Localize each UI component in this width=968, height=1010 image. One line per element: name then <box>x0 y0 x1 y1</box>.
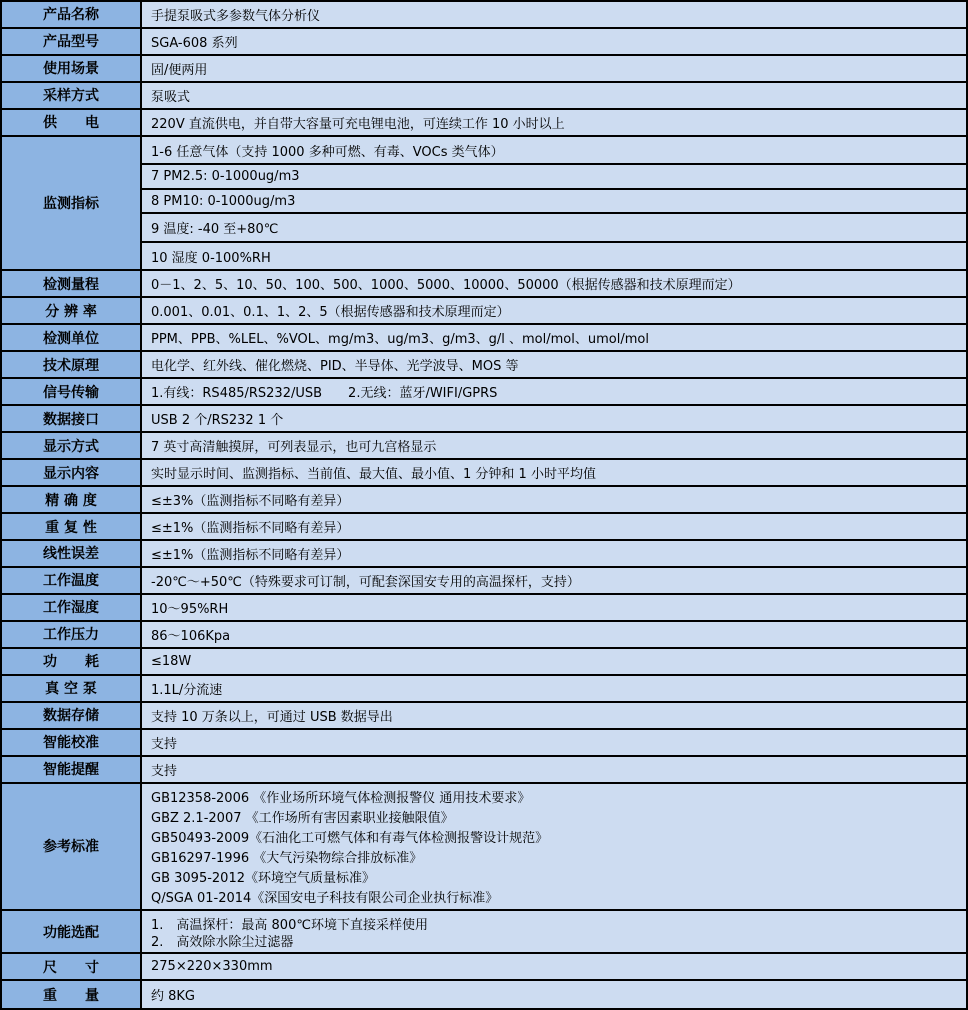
spec-value: 8 PM10: 0-1000ug/m3 <box>142 190 966 215</box>
spec-label: 工作压力 <box>2 622 142 647</box>
spec-value: 10～95%RH <box>151 601 229 617</box>
spec-value: 275×220×330mm <box>151 959 273 975</box>
spec-label: 技术原理 <box>2 352 142 377</box>
table-row <box>2 757 966 784</box>
spec-value-cell <box>142 352 966 377</box>
spec-value-cell <box>142 911 966 952</box>
table-row <box>2 2 966 29</box>
table-row <box>2 137 966 272</box>
spec-label: 真 空 泵 <box>2 676 142 701</box>
spec-label: 显示内容 <box>2 460 142 485</box>
table-row <box>2 325 966 352</box>
spec-label: 产品型号 <box>2 29 142 54</box>
spec-value: 支持 <box>151 736 178 752</box>
table-row <box>2 352 966 379</box>
spec-value: GB50493-2009《石油化工可燃气体和有毒气体检测报警设计规范》 <box>151 830 549 846</box>
spec-value: USB 2 个/RS232 1 个 <box>151 413 284 429</box>
table-row <box>2 83 966 110</box>
spec-value-cell <box>142 954 966 979</box>
spec-value: ≤18W <box>151 653 192 669</box>
spec-value-cell <box>142 622 966 647</box>
spec-value-cell <box>142 595 966 620</box>
spec-value-cell <box>142 487 966 512</box>
spec-label: 智能校准 <box>2 730 142 755</box>
spec-value-cell <box>142 406 966 431</box>
spec-label: 使用场景 <box>2 56 142 81</box>
spec-value-cell <box>142 730 966 755</box>
spec-value-cell <box>142 110 966 135</box>
spec-value-cell <box>142 2 966 27</box>
spec-value: ≤±3%（监测指标不同略有差异） <box>151 494 350 510</box>
spec-value: 手提泵吸式多参数气体分析仪 <box>151 8 321 24</box>
table-row <box>2 379 966 406</box>
spec-label: 工作湿度 <box>2 595 142 620</box>
spec-value: 支持 10 万条以上，可通过 USB 数据导出 <box>151 709 393 725</box>
table-row <box>2 541 966 568</box>
spec-label: 数据接口 <box>2 406 142 431</box>
spec-value-cell <box>142 649 966 674</box>
spec-label: 重 复 性 <box>2 514 142 539</box>
table-row <box>2 433 966 460</box>
spec-value: Q/SGA 01-2014《深国安电子科技有限公司企业执行标准》 <box>151 890 499 906</box>
spec-value-cell <box>142 757 966 782</box>
spec-value-cell <box>142 784 966 910</box>
spec-value: PPM、PPB、%LEL、%VOL、mg/m3、ug/m3、g/m3、g/l 、mol/mol、umol/mol <box>151 332 649 348</box>
spec-label: 产品名称 <box>2 2 142 27</box>
spec-label: 检测量程 <box>2 271 142 296</box>
spec-label: 监测指标 <box>2 137 142 270</box>
spec-value: 固/便两用 <box>151 62 208 78</box>
table-row <box>2 568 966 595</box>
spec-value: SGA-608 系列 <box>151 35 238 51</box>
spec-value: 7 PM2.5: 0-1000ug/m3 <box>142 165 966 190</box>
table-row <box>2 110 966 137</box>
spec-value: 1.1L/分流速 <box>151 682 223 698</box>
spec-value-cell <box>142 271 966 296</box>
spec-value: 10 湿度 0-100%RH <box>151 250 271 266</box>
spec-label: 功 耗 <box>2 649 142 674</box>
table-row <box>2 271 966 298</box>
spec-value: GB 3095-2012《环境空气质量标准》 <box>151 870 375 886</box>
spec-value-cell <box>142 568 966 593</box>
spec-value: 电化学、红外线、催化燃烧、PID、半导体、光学波导、MOS 等 <box>151 359 519 375</box>
table-row <box>2 514 966 541</box>
table-row <box>2 298 966 325</box>
table-row <box>2 676 966 703</box>
table-row <box>2 784 966 912</box>
spec-value-cell <box>142 379 966 404</box>
spec-value: 0.001、0.01、0.1、1、2、5（根据传感器和技术原理而定） <box>151 305 510 321</box>
spec-value: GB12358-2006 《作业场所环境气体检测报警仪 通用技术要求》 <box>151 791 531 807</box>
spec-value-cell <box>142 981 966 1008</box>
table-row <box>2 406 966 433</box>
spec-label: 重 量 <box>2 981 142 1008</box>
table-row <box>2 622 966 649</box>
spec-label: 采样方式 <box>2 83 142 108</box>
spec-value: ≤±1%（监测指标不同略有差异） <box>151 521 350 537</box>
table-row <box>2 595 966 622</box>
table-row <box>2 29 966 56</box>
spec-label: 检测单位 <box>2 325 142 350</box>
spec-label: 精 确 度 <box>2 487 142 512</box>
spec-label: 数据存储 <box>2 703 142 728</box>
spec-value: 2. 高效除水除尘过滤器 <box>151 935 294 950</box>
spec-value: 1-6 任意气体（支持 1000 多种可燃、有毒、VOCs 类气体） <box>142 137 966 166</box>
spec-label: 功能选配 <box>2 911 142 952</box>
spec-label: 显示方式 <box>2 433 142 458</box>
spec-value-cell <box>142 137 966 270</box>
table-row <box>2 649 966 676</box>
spec-value: -20℃～+50℃（特殊要求可订制，可配套深国安专用的高温探杆，支持） <box>151 574 580 590</box>
spec-label: 信号传输 <box>2 379 142 404</box>
spec-value: 1.有线：RS485/RS232/USB 2.无线：蓝牙/WIFI/GPRS <box>151 386 498 402</box>
spec-label: 线性误差 <box>2 541 142 566</box>
table-row <box>2 911 966 954</box>
spec-value: 泵吸式 <box>151 89 191 105</box>
spec-value: ≤±1%（监测指标不同略有差异） <box>151 547 350 563</box>
table-row <box>2 981 966 1008</box>
spec-value-cell <box>142 676 966 701</box>
spec-value: 实时显示时间、监测指标、当前值、最大值、最小值、1 分钟和 1 小时平均值 <box>151 467 596 483</box>
spec-label: 尺 寸 <box>2 954 142 979</box>
spec-value-cell <box>142 29 966 54</box>
spec-value: 0－1、2、5、10、50、100、500、1000、5000、10000、50000（根据传感器和技术原理而定） <box>151 278 741 294</box>
table-row <box>2 703 966 730</box>
spec-value: 支持 <box>151 763 178 779</box>
table-row <box>2 487 966 514</box>
spec-value-cell <box>142 56 966 81</box>
table-row <box>2 56 966 83</box>
spec-value-cell <box>142 541 966 566</box>
spec-value-cell <box>142 298 966 323</box>
spec-value-cell <box>142 83 966 108</box>
spec-value-cell <box>142 460 966 485</box>
spec-value: 86～106Kpa <box>151 628 231 644</box>
spec-value-cell <box>142 514 966 539</box>
spec-value: GB16297-1996 《大气污染物综合排放标准》 <box>151 850 423 866</box>
spec-value-cell <box>142 433 966 458</box>
table-row <box>2 460 966 487</box>
spec-value: 220V 直流供电，并自带大容量可充电锂电池，可连续工作 10 小时以上 <box>151 116 565 132</box>
spec-label: 供 电 <box>2 110 142 135</box>
spec-value: 9 温度: -40 至+80℃ <box>142 214 966 243</box>
spec-value: 1. 高温探杆：最高 800℃环境下直接采样使用 <box>151 917 428 932</box>
spec-value-cell <box>142 703 966 728</box>
spec-value-cell <box>142 325 966 350</box>
table-row <box>2 730 966 757</box>
spec-label: 智能提醒 <box>2 757 142 782</box>
spec-label: 分 辨 率 <box>2 298 142 323</box>
spec-value: 7 英寸高清触摸屏，可列表显示，也可九宫格显示 <box>151 440 437 456</box>
spec-value: GBZ 2.1-2007 《工作场所有害因素职业接触限值》 <box>151 811 454 827</box>
table-row <box>2 954 966 981</box>
spec-label: 工作温度 <box>2 568 142 593</box>
spec-label: 参考标准 <box>2 784 142 910</box>
spec-value: 约 8KG <box>151 989 196 1005</box>
